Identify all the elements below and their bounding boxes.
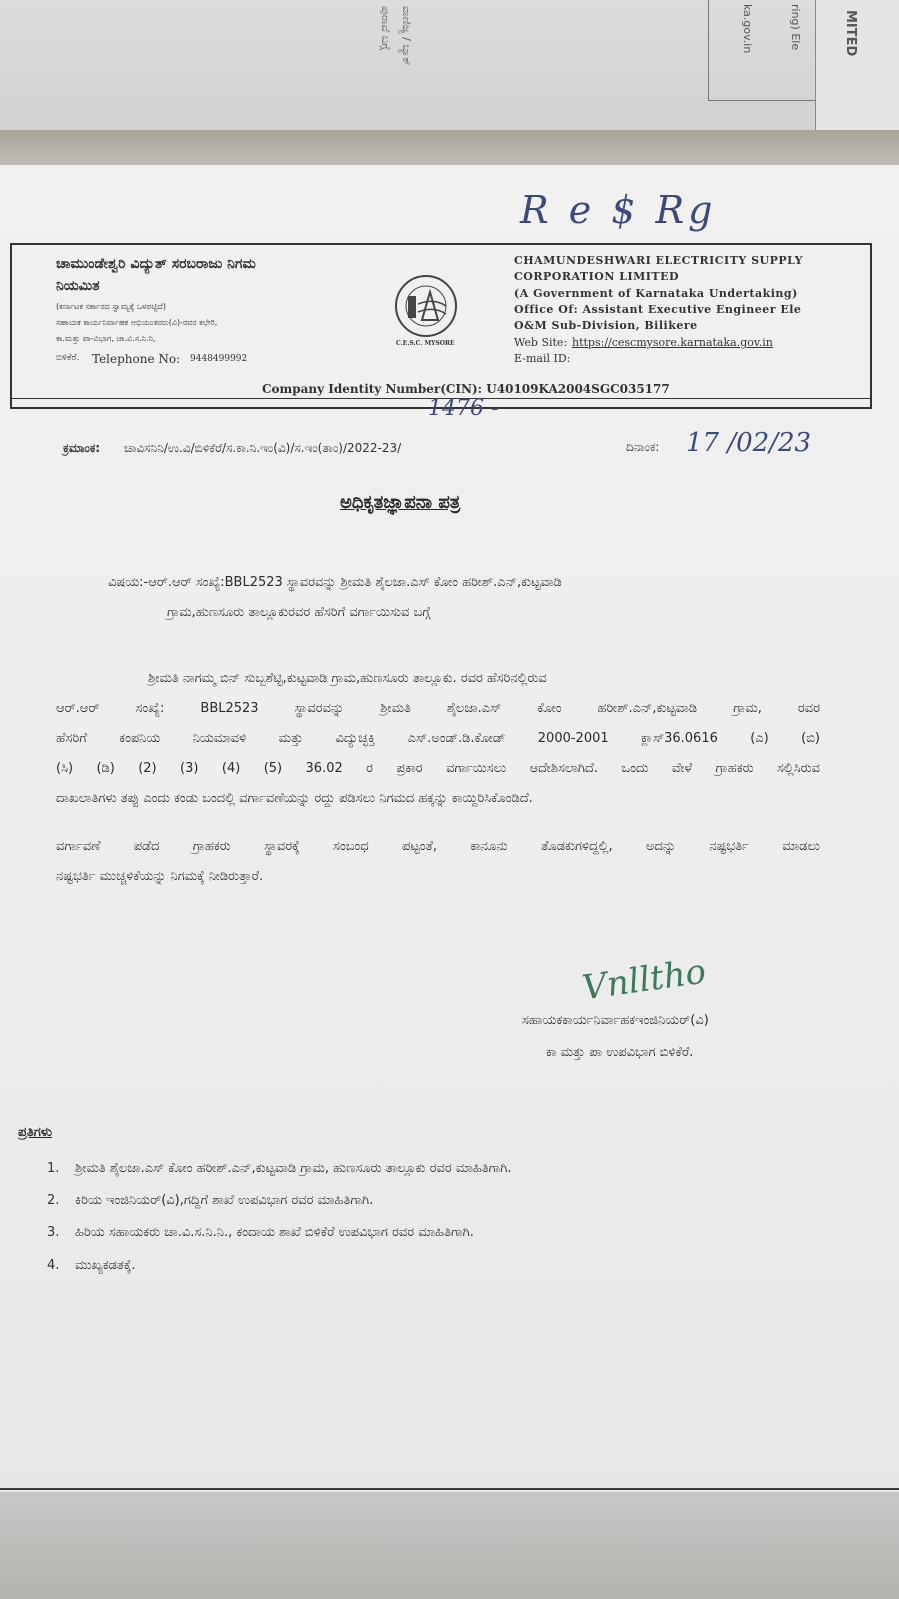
body-p1-line-4: (ಸಿ) (ಡಿ) (2) (3) (4) (5) 36.02 ರ ಪ್ರಕಾರ ವರ್ಗಾಯಿಸಲು ಆದೇಶಿಸಲಾಗಿದೆ. ಒಂದು ವೇಳೆ ಗ್ರಾಹಕರು ಸಲ್ಲಿಸಿರುವ [56,761,820,776]
letter-title: ಅಧಿಕೃತಜ್ಞಾಪನಾ ಪತ್ರ [340,492,461,513]
ref-number: ಚಾವಿಸನಿನಿ/ಉ.ವಿ/ಬಿಳಿಕೆರೆ/ಸ.ಕಾ.ನಿ.ಇಂ(ವಿ)/ಸ.ಇಂ(ತಾಂ)/2022-23/ [124,441,402,455]
cesc-logo [394,274,458,338]
telephone-number: 9448499992 [190,354,248,364]
copy-number: 3. [47,1225,60,1240]
copy-number: 1. [47,1161,60,1176]
place-kannada: ಬಿಳಿಕೆರೆ. [56,353,80,363]
signature: Vnlltho [579,951,709,1009]
copy-item: ಮುಖ್ಯಕಡತಕ್ಕೆ. [75,1258,136,1273]
body-p2-line-2: ನಷ್ಟಭರ್ತಿ ಮುಚ್ಚಳಿಕೆಯನ್ನು ನಿಗಮಕ್ಕೆ ನೀಡಿರುತ್ತಾರೆ. [56,869,264,884]
copy-item: ಹಿರಿಯ ಸಹಾಯಕರು ಚಾ.ವಿ.ಸ.ನಿ.ನಿ., ಕಂದಾಯ ಶಾಖೆ ಬಿಳಿಕೆರೆ ಉಪವಿಭಾಗ ರವರ ಮಾಹಿತಿಗಾಗಿ. [75,1225,474,1240]
body-p1-line-1: ಶ್ರೀಮತಿ ನಾಗಮ್ಮ ಬಿನ್ ಸುಬ್ಬಶೆಟ್ಟಿ,ಕುಟ್ಟವಾಡಿ ಗ್ರಾಮ,ಹುಣಸೂರು ತಾಲ್ಲೂಕು. ರವರ ಹೆಸರಿನಲ್ಲಿರುವ [148,671,547,686]
org-name-kannada: ಚಾಮುಂಡೇಶ್ವರಿ ವಿದ್ಯುತ್ ಸರಬರಾಜು ನಿಗಮ [56,256,256,272]
copy-item: ಕಿರಿಯ ಇಂಜಿನಿಯರ್(ವಿ),ಗದ್ದಿಗೆ ಶಾಖೆ ಉಪವಿಭಾಗ ರವರ ಮಾಹಿತಿಗಾಗಿ. [75,1193,374,1208]
body-p2-line-1: ವರ್ಗಾವಣೆ ಪಡೆದ ಗ್ರಾಹಕರು ಸ್ಥಾವರಕ್ಕೆ ಸಂಬಂಧ ಪಟ್ಟಂತೆ, ಕಾನೂನು ತೊಡಕುಗಳಿದ್ದಲ್ಲಿ, ಅದನ್ನು ನಷ್ಟಭರ್ತಿ ಮಾಡಲು [56,839,820,854]
org-name-english-2: CORPORATION LIMITED [514,270,680,283]
handwritten-reference: R e $ Rg [520,188,717,232]
background-text: MITED [843,10,858,57]
copy-number: 4. [47,1258,60,1273]
handwritten-date: 17 /02/23 [686,428,812,458]
cin-number: Company Identity Number(CIN): U40109KA2004SGC035177 [262,382,670,396]
copies-heading: ಪ್ರತಿಗಳು [18,1125,53,1140]
background-text: ka.gov.in [741,4,754,54]
logo-caption: C.E.S.C. MYSORE [396,340,455,347]
govt-undertaking-english: (A Government of Karnataka Undertaking) [514,287,798,300]
handwritten-number: 1476 - [428,396,499,421]
signatory-designation: ಸಹಾಯಕಕಾರ್ಯನಿರ್ವಾಹಕಇಂಜಿನಿಯರ್(ವಿ) [522,1013,709,1028]
org-name-kannada-2: ನಿಯಮಿತ [56,278,100,294]
govt-undertaking-kannada: (ಕರ್ನಾಟಕ ಸರ್ಕಾರದ ಸ್ವಾಮ್ಯಕ್ಕೆ ಒಳಪಟ್ಟಿದೆ) [56,302,166,311]
copy-item: ಶ್ರೀಮತಿ ಶೈಲಜಾ.ಎಸ್ ಕೋಂ ಹರೀಶ್.ಎನ್,ಕುಟ್ಟವಾಡಿ ಗ್ರಾಮ, ಹುಣಸೂರು ತಾಲ್ಲೂಕು ರವರ ಮಾಹಿತಿಗಾಗಿ. [75,1161,512,1176]
office-kannada: ಸಹಾಯಕ ಕಾರ್ಯನಿರ್ವಾಹಕ ಅಭಿಯಂತರರು(ವಿ)-ರವರ ಕಛೇರಿ, [56,318,218,327]
subject-line-2: ಗ್ರಾಮ,ಹುಣಸೂರು ತಾಲ್ಲೂಕುರವರ ಹೆಸರಿಗೆ ವರ್ಗಾಯಿಸುವ ಬಗ್ಗೆ [167,605,431,620]
copy-number: 2. [47,1193,60,1208]
table-surface [0,1492,899,1599]
background-text: ವಾಣಿಜ್ಯ / ಬ್ಯಾಕ್ [400,6,413,66]
background-text: ring) Ele [789,4,802,51]
website-link[interactable]: https://cescmysore.karnataka.gov.in [572,336,773,349]
ref-label: ಕ್ರಮಾಂಕ: [63,441,101,455]
division-kannada: ಕಾ.ಮತ್ತು ಪಾ-ವಿಭಾಗ, ಚಾ.ವಿ.ಸ.ನಿ.ನಿ, [56,334,156,343]
org-name-english: CHAMUNDESHWARI ELECTRICITY SUPPLY [514,254,804,267]
website-label: Web Site: [514,336,568,349]
sheet-edge [0,1488,899,1490]
body-p1-line-5: ದಾಖಲಾತಿಗಳು ತಪ್ಪು ಎಂದು ಕಂಡು ಬಂದಲ್ಲಿ ವರ್ಗಾವಣೆಯನ್ನು ರದ್ದು ಪಡಿಸಲು ನಿಗಮದ ಹಕ್ಕನ್ನು ಕಾಯ್ದಿರಿಸಿಕೊಂಡಿದೆ. [56,791,533,806]
subdivision-english: O&M Sub-Division, Bilikere [514,319,698,332]
background-text: ಪುರಾವೆ ಬಗ್ಗೆ [379,6,392,51]
email-label: E-mail ID: [514,352,571,365]
date-label: ದಿನಾಂಕ: [626,440,660,454]
subject-line-1: ವಿಷಯ:-ಆರ್.ಆರ್ ಸಂಖ್ಯೆ:BBL2523 ಸ್ಥಾವರವನ್ನು ಶ್ರೀಮತಿ ಶೈಲಜಾ.ಎಸ್ ಕೋಂ ಹರೀಶ್.ಎನ್,ಕುಟ್ಟವಾಡಿ [108,575,562,590]
telephone-label: Telephone No: [92,352,181,366]
body-p1-line-2: ಆರ್.ಆರ್ ಸಂಖ್ಯೆ: BBL2523 ಸ್ಥಾವರವನ್ನು ಶ್ರೀಮತಿ ಶೈಲಜಾ.ಎಸ್ ಕೋಂ ಹರೀಶ್.ಎನ್,ಕುಟ್ಟವಾಡಿ ಗ್ರಾಮ, ರವರ [56,701,820,716]
body-p1-line-3: ಹೆಸರಿಗೆ ಕಂಪನಿಯ ನಿಯಮಾವಳಿ ಮತ್ತು ವಿದ್ಯುಚ್ಛಕ್ತಿ ಎಸ್.ಅಂಡ್.ಡಿ.ಕೋಡ್ 2000-2001 ಕ್ಲಾಸ್36.0616 (ಎ) (ಬಿ) [56,731,820,746]
office-english: Office Of: Assistant Executive Engineer Ele [514,303,802,316]
signatory-office: ಕಾ ಮತ್ತು ಪಾ ಉಪವಿಭಾಗ ಬಿಳಿಕೆರೆ. [546,1045,694,1060]
